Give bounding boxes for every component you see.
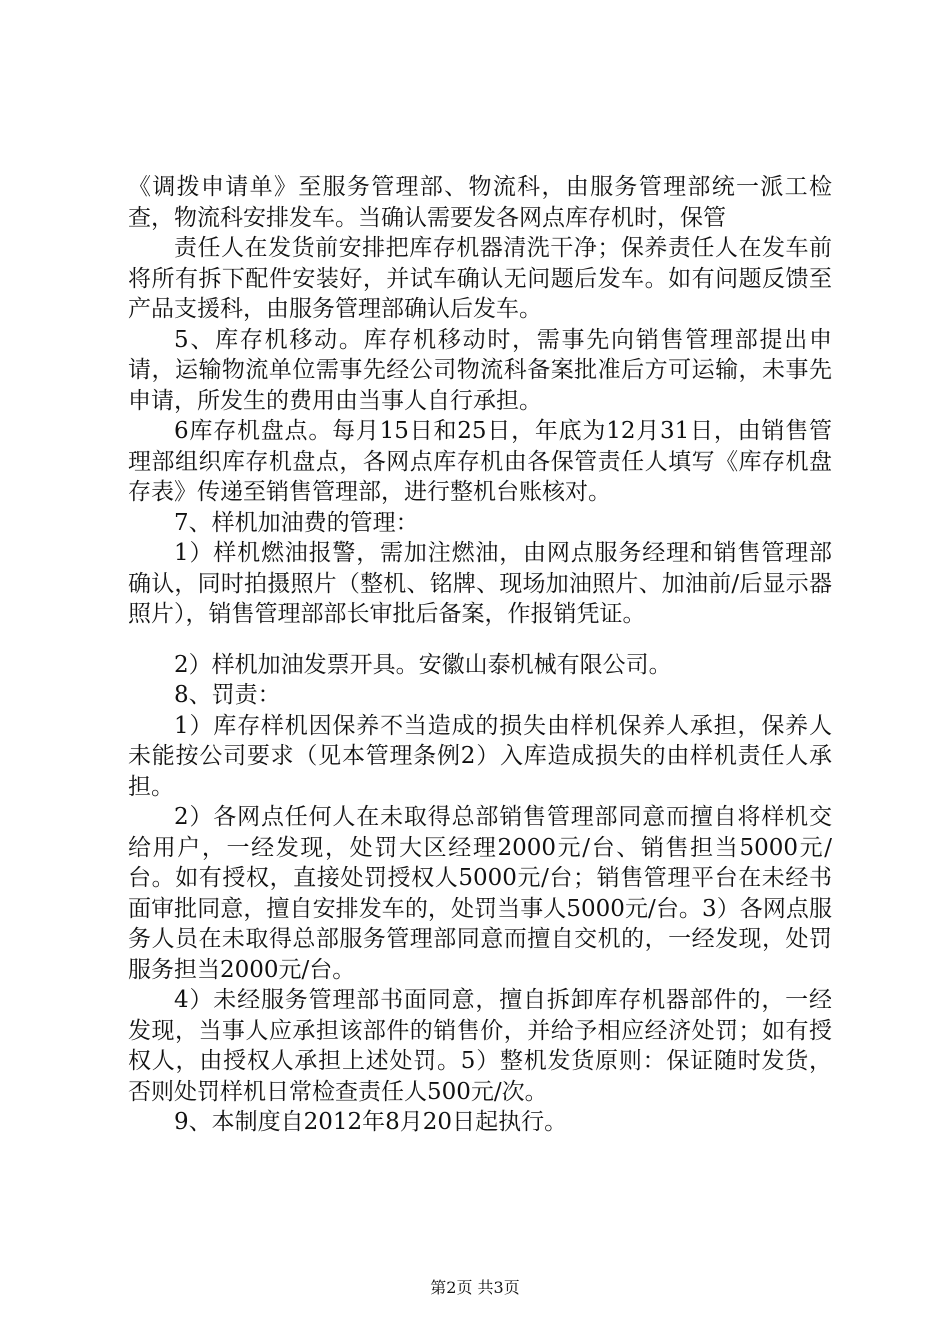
paragraph-item-7-1: 1）样机燃油报警，需加注燃油，由网点服务经理和销售管理部确认，同时拍摄照片（整机、铭牌、现场加油照片、加油前/后显示器照片），销售管理部部长审批后备案，作报销凭证。: [128, 540, 832, 627]
paragraph-transfer-request: 《调拨申请单》至服务管理部、物流科，由服务管理部统一派工检查，物流科安排发车。当确认需要发各网点库存机时，保管: [128, 174, 832, 231]
document-body: [128, 172, 832, 1138]
paragraph-item-8-4: 4）未经服务管理部书面同意，擅自拆卸库存机器部件的，一经发现，当事人应承担该部件的销售价，并给予相应经济处罚；如有授权人，由授权人承担上述处罚。5）整机发货原则：保证随时发货，否则处罚样机日常检查责任人500元/次。: [128, 987, 832, 1105]
paragraph-item-8: 8、罚责：: [174, 682, 281, 708]
paragraph-item-8-1: 1）库存样机因保养不当造成的损失由样机保养人承担，保养人未能按公司要求（见本管理条例2）入库造成损失的由样机责任人承担。: [128, 712, 832, 800]
paragraph-item-8-2: 2）各网点任何人在未取得总部销售管理部同意而擅自将样机交给用户，一经发现，处罚大区经理2000元/台、销售担当5000元/台。如有授权，直接处罚授权人5000元/台；销售管理平台在未经书面审批同意，擅自安排发车的，处罚当事人5000元/台。3）各网点服务人员在未取得总部服务管理部同意而擅自交机的，一经发现，处罚服务担当2000元/台。: [128, 804, 832, 983]
paragraph-item-6: 6库存机盘点。每月15日和25日，年底为12月31日，由销售管理部组织库存机盘点，各网点库存机由各保管责任人填写《库存机盘存表》传递至销售管理部，进行整机台账核对。: [128, 418, 832, 505]
page-number-footer: 第2页 共3页: [430, 1278, 520, 1297]
paragraph-item-7: 7、样机加油费的管理：: [174, 509, 419, 536]
paragraph-custodian-duty: 责任人在发货前安排把库存机器清洗干净；保养责任人在发车前将所有拆下配件安装好，并试车确认无问题后发车。如有问题反馈至产品支援科，由服务管理部确认后发车。: [128, 235, 832, 322]
paragraph-item-7-2: 2）样机加油发票开具。安徽山泰机械有限公司。: [174, 651, 672, 678]
paragraph-item-9: 9、本制度自2012年8月20日起执行。: [174, 1109, 568, 1135]
paragraph-item-5: 5、库存机移动。库存机移动时，需事先向销售管理部提出申请，运输物流单位需事先经公司物流科备案批准后方可运输，未事先申请，所发生的费用由当事人自行承担。: [128, 326, 832, 414]
